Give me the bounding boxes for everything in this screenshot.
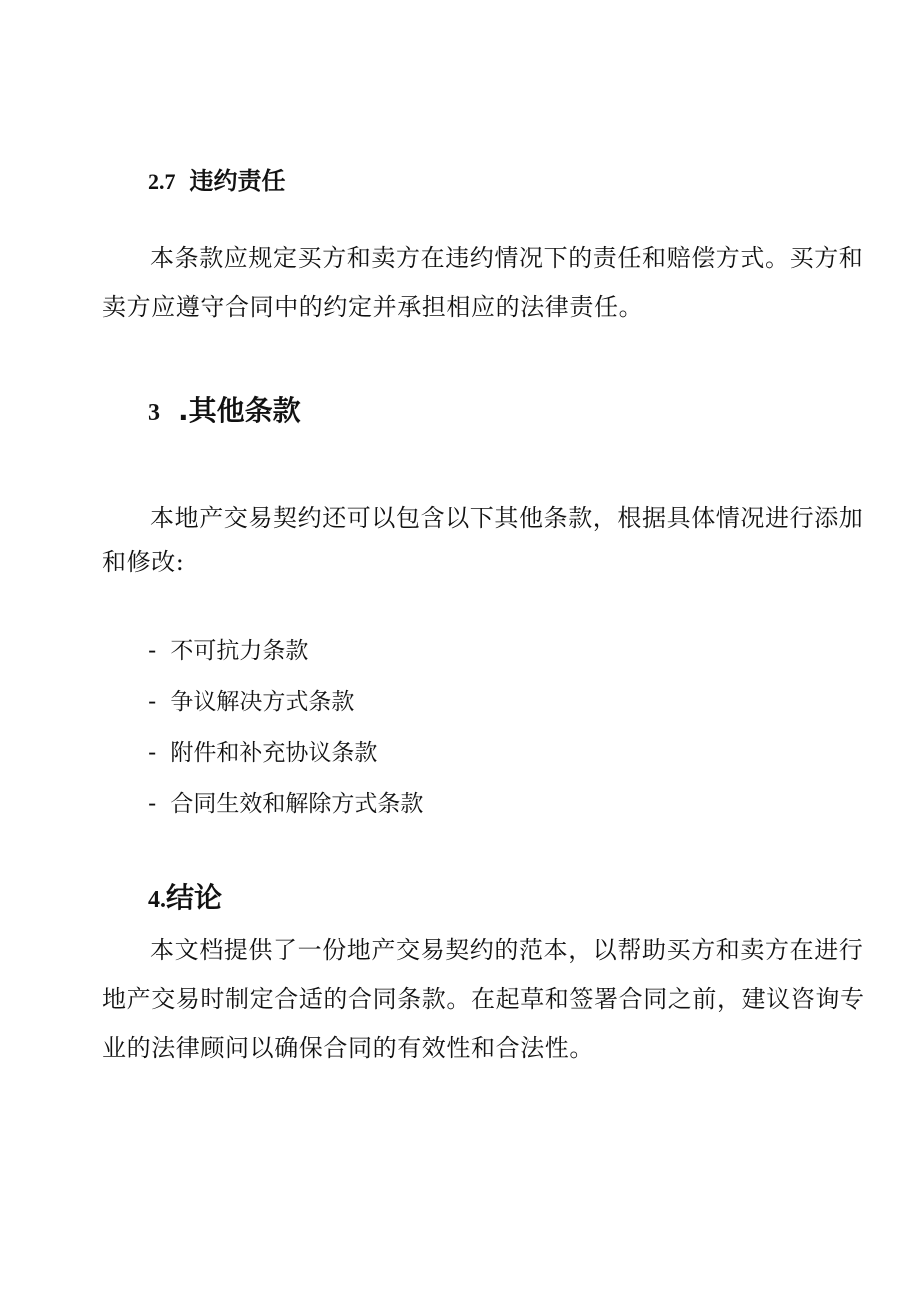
list-item-text: 争议解决方式条款 — [170, 689, 355, 715]
list-item — [148, 626, 423, 677]
other-clauses-list — [148, 626, 423, 830]
heading-4 — [148, 879, 222, 919]
list-item — [148, 728, 423, 779]
list-item — [148, 677, 423, 728]
list-dash: - — [148, 638, 157, 664]
heading-3-title: .其他条款 — [178, 394, 301, 427]
list-item-text: 不可抗力条款 — [170, 638, 309, 664]
paragraph-line: 本地产交易契约还可以包含以下其他条款，根据具体情况进行添加 — [150, 504, 864, 532]
list-dash: - — [148, 791, 157, 817]
paragraph-breach-liability — [102, 234, 864, 332]
list-item — [148, 779, 423, 830]
heading-3 — [148, 392, 301, 432]
heading-4-number: 4. — [148, 887, 166, 913]
list-dash: - — [148, 740, 157, 766]
paragraph-line: 本条款应规定买方和卖方在违约情况下的责任和赔偿方式。买方和 — [150, 244, 864, 272]
paragraph-other-clauses-intro — [102, 496, 864, 584]
heading-2-7-number: 2.7 — [148, 169, 176, 194]
list-item-text: 合同生效和解除方式条款 — [170, 791, 424, 817]
heading-2-7-title: 违约责任 — [189, 167, 286, 195]
paragraph-line: 地产交易时制定合适的合同条款。在起草和签署合同之前，建议咨询专 — [102, 985, 865, 1013]
heading-2-7 — [148, 164, 286, 199]
list-item-text: 附件和补充协议条款 — [170, 740, 378, 766]
paragraph-conclusion — [102, 926, 865, 1073]
paragraph-line: 业的法律顾问以确保合同的有效性和合法性。 — [102, 1034, 594, 1062]
paragraph-line: 卖方应遵守合同中的约定并承担相应的法律责任。 — [102, 293, 644, 321]
paragraph-line: 本文档提供了一份地产交易契约的范本，以帮助买方和卖方在进行 — [150, 936, 864, 964]
list-dash: - — [148, 689, 157, 715]
heading-3-number: 3 — [148, 400, 160, 426]
heading-4-title: 结论 — [166, 881, 223, 914]
paragraph-line: 和修改: — [102, 548, 185, 576]
